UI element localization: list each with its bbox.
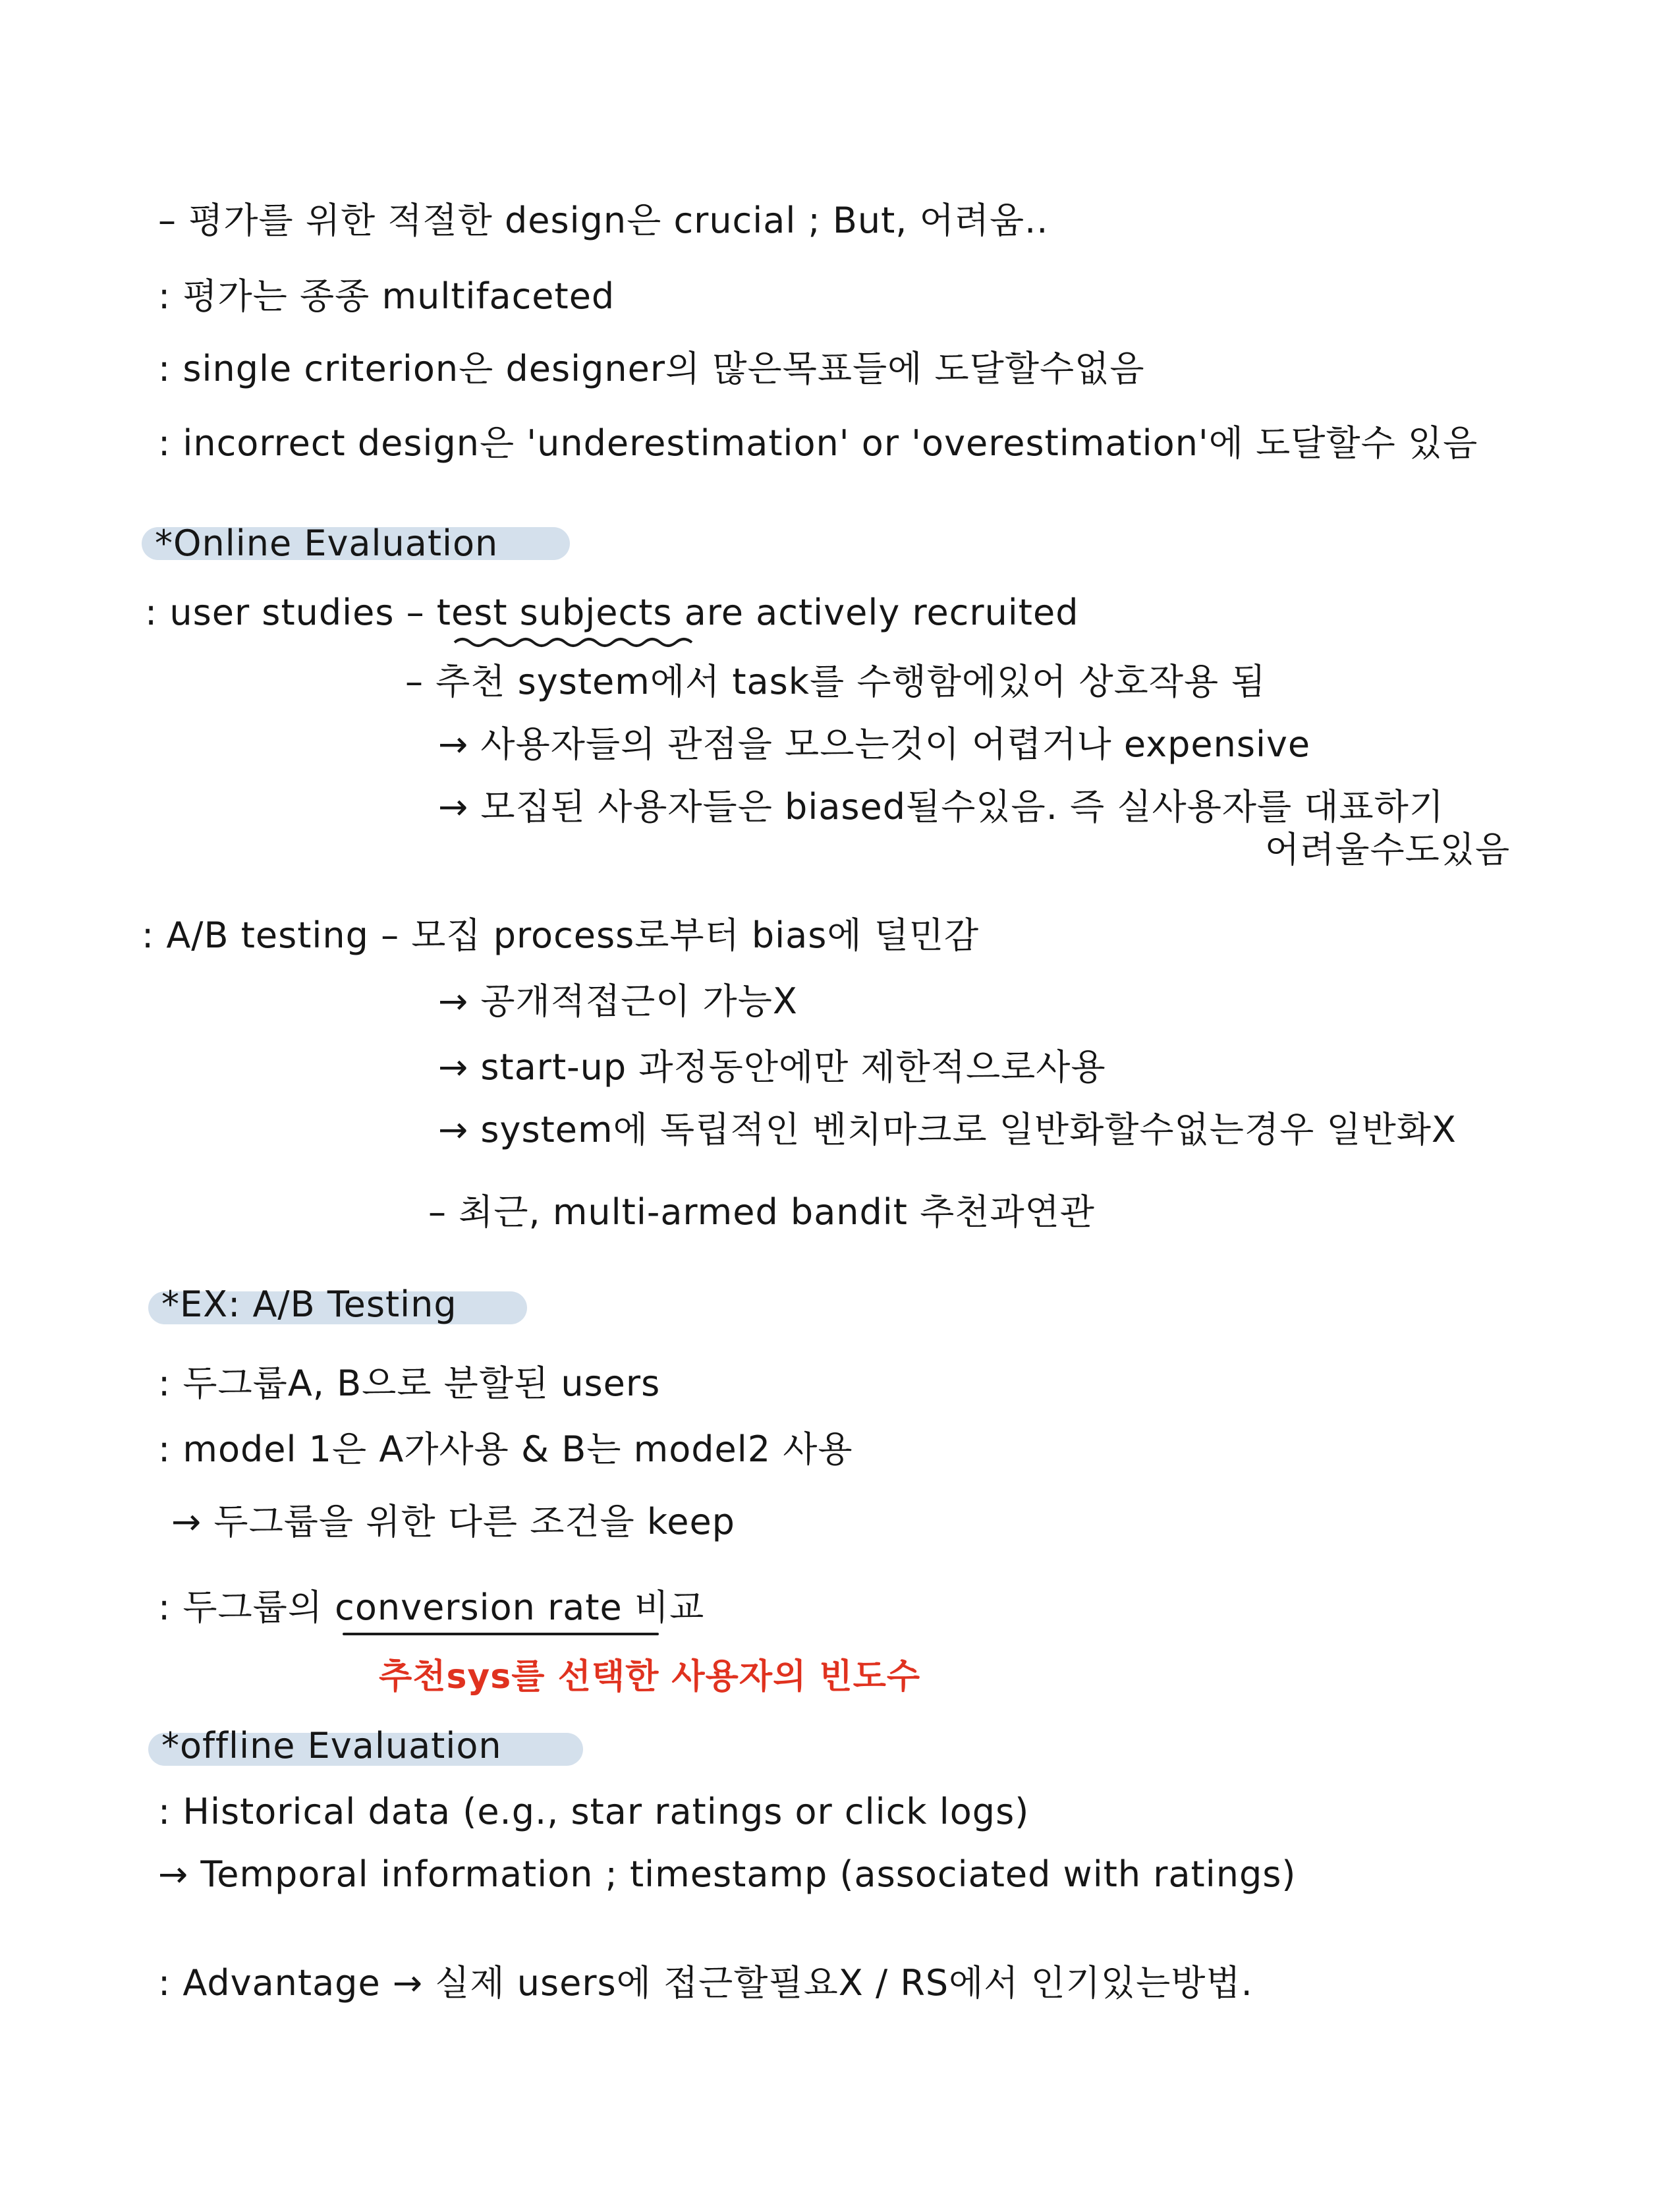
wavy-underline xyxy=(455,636,705,649)
note-line: : A/B testing – 모집 process로부터 bias에 덜민감 xyxy=(142,915,980,956)
section-heading-offline: *offline Evaluation xyxy=(161,1725,502,1766)
note-line: → system에 독립적인 벤치마크로 일반화할수없는경우 일반화X xyxy=(438,1109,1457,1150)
note-line: : Advantage → 실제 users에 접근할필요X / RS에서 인기있는방법. xyxy=(158,1962,1253,2004)
note-line: : Historical data (e.g., star ratings or click logs) xyxy=(158,1791,1030,1832)
note-line: 어려울수도있음 xyxy=(1265,829,1511,870)
red-annotation: 추천sys를 선택한 사용자의 빈도수 xyxy=(379,1657,921,1697)
note-line: – 평가를 위한 적절한 design은 crucial ; But, 어려움.. xyxy=(158,200,1049,241)
note-line: – 추천 system에서 task를 수행함에있어 상호작용 됨 xyxy=(405,661,1266,702)
note-line: : 두그룹A, B으로 분할된 users xyxy=(158,1363,661,1404)
note-line: : 평가는 종종 multifaceted xyxy=(158,275,615,317)
note-line: → 사용자들의 관점을 모으는것이 어렵거나 expensive xyxy=(438,723,1311,765)
note-line: : user studies – test subjects are actively recruited xyxy=(145,592,1079,633)
note-line: : incorrect design은 'underestimation' or 'overestimation'에 도달할수 있음 xyxy=(158,422,1478,464)
section-heading-online: *Online Evaluation xyxy=(155,522,499,564)
note-line: : single criterion은 designer의 많은목표들에 도달할수없음 xyxy=(158,348,1145,389)
section-heading-example: *EX: A/B Testing xyxy=(161,1283,457,1325)
note-line: → start-up 과정동안에만 제한적으로사용 xyxy=(438,1046,1106,1088)
note-line: : 두그룹의 conversion rate 비교 xyxy=(158,1587,705,1628)
underline xyxy=(343,1633,659,1635)
note-line: – 최근, multi-armed bandit 추천과연관 xyxy=(428,1191,1095,1233)
note-line: : model 1은 A가사용 & B는 model2 사용 xyxy=(158,1428,853,1470)
note-line: → 공개적접근이 가능X xyxy=(438,980,798,1022)
note-line: → Temporal information ; timestamp (associated with ratings) xyxy=(158,1853,1297,1895)
note-line: → 모집된 사용자들은 biased될수있음. 즉 실사용자를 대표하기 xyxy=(438,786,1445,828)
note-line: → 두그룹을 위한 다른 조건을 keep xyxy=(171,1501,735,1542)
